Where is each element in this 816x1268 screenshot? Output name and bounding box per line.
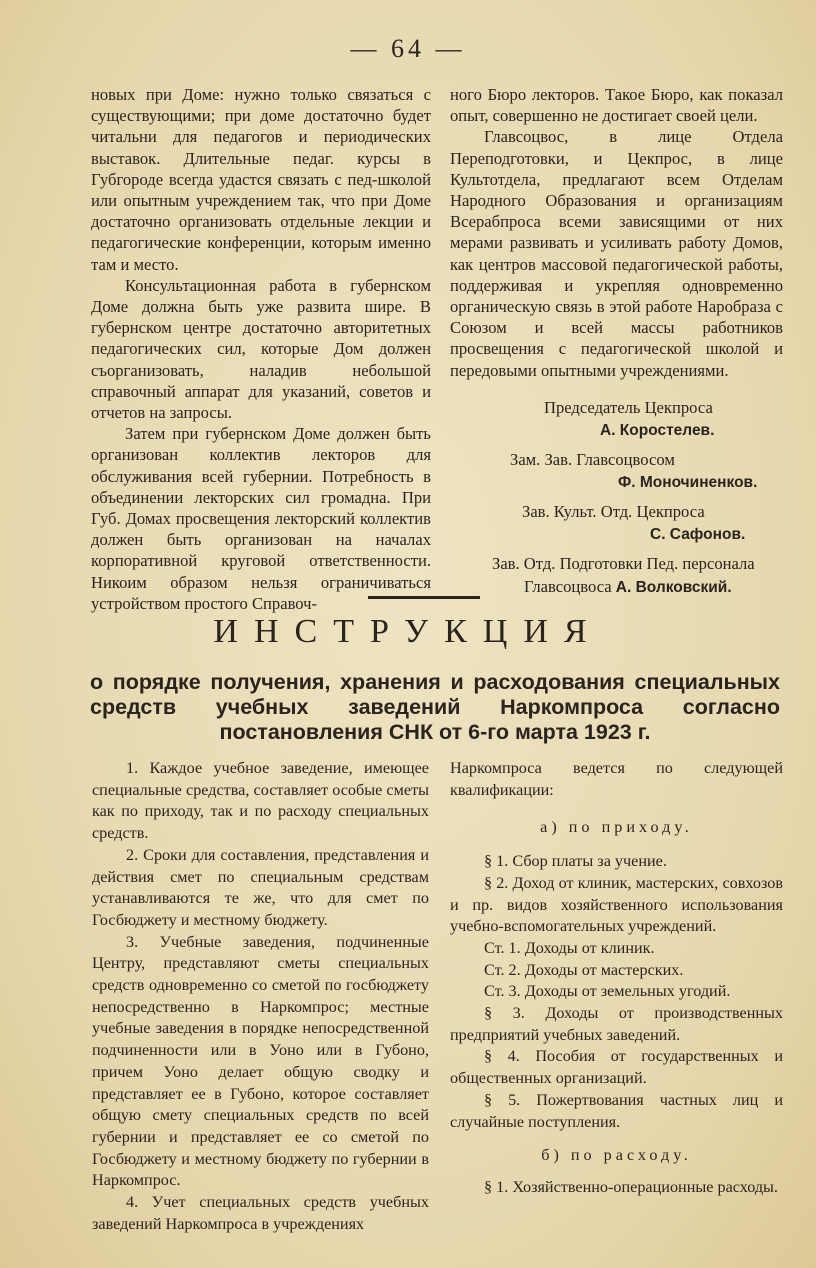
paragraph: 4. Учет специальных средств учебных заведений Наркомпроса в учреждениях — [92, 1193, 429, 1233]
list-item: § 1. Хозяйственно-операционные расходы. — [484, 1177, 778, 1196]
section-title: ИНСТРУКЦИЯ — [213, 613, 603, 650]
signature-role: Зам. Зав. Главсоцвосом — [510, 449, 675, 469]
section-subtitle: о порядке получения, хранения и расходования специальных средств учебных заведений Наркомпроса согласно постановления СНК от 6-го марта 1923 г. — [90, 670, 780, 744]
list-item: Ст. 2. Доходы от мастерских. — [484, 960, 684, 979]
page-number: — 64 — — [350, 34, 466, 63]
list-item: § 3. Доходы от производственных предприятий учебных заведений. — [450, 1004, 783, 1044]
list-item: Ст. 1. Доходы от клиник. — [484, 938, 655, 957]
paragraph: Затем при губернском Доме должен быть организован коллектив лекторов для обслуживания всей губернии. Потребность в объединении лекторских сил громадна. При Губ. Домах просвещения лекторский коллектив должен быть организован на началах корпоративной круговой ответственности. Никоим образом нельзя ограничиваться устройством простого Справоч- — [91, 424, 431, 613]
signature-name: А. Волковский. — [615, 578, 732, 596]
top-right-column — [450, 84, 783, 599]
income-heading: а) по приходу. — [540, 818, 693, 837]
list-item: § 5. Пожертвования частных лиц и случайные поступления. — [450, 1090, 783, 1131]
paragraph: Наркомпроса ведется по следующей квалификации: — [450, 759, 783, 799]
section-divider — [368, 596, 480, 599]
top-left-column — [91, 84, 431, 614]
signature-role: Главсоцвоса — [524, 576, 612, 596]
signature-role: Председатель Цекпроса — [544, 397, 713, 417]
paragraph: 2. Сроки для составления, представления и действия смет по специальным средствам устанавливаются те же, что для смет по Госбюджету и местному бюджету. — [92, 845, 429, 929]
signature-name: С. Сафонов. — [650, 525, 746, 543]
bottom-left-column — [92, 758, 429, 1235]
signature-role: Зав. Культ. Отд. Цекпроса — [522, 501, 705, 521]
list-item: § 4. Пособия от государственных и общественных организаций. — [450, 1047, 783, 1088]
signature-role: Зав. Отд. Подготовки Пед. персонала — [492, 553, 755, 573]
list-item: Ст. 3. Доходы от земельных угодий. — [484, 982, 731, 1001]
list-item: § 1. Сбор платы за учение. — [484, 852, 667, 871]
paragraph: новых при Доме: нужно только связаться с существующими; при доме достаточно будет читальни для педагогов и периодических выставок. Длительные педаг. курсы в Губгороде всегда удастся связать с пед-школой или опытным учреждением так, что при Доме достаточно организовать отдельные лекции и педагогические конференции, которым именно там и место. — [91, 85, 431, 274]
list-item: § 2. Доход от клиник, мастерских, совхозов и пр. видов хозяйственного использования учебно-вспомогательных учреждений. — [450, 873, 783, 936]
expense-heading: б) по расходу. — [541, 1146, 692, 1165]
paragraph: 3. Учебные заведения, подчиненные Центру, представляют сметы специальных средств одновременно со сметой по госбюджету непосредственно в Наркомпрос; местные учебные заведения в порядке непосредственной подчиненности или в Уоно или в Губоно, причем Уоно делает общую сводку и представляет ее в Губоно, которое составляет общую смету специальных средств по всей губернии и представляет ее со сметой по Госбюджету и местному бюджету по губернии в Наркомпрос. — [92, 932, 429, 1190]
signatures — [450, 396, 783, 599]
paragraph: Главсоцвос, в лице Отдела Переподготовки, и Цекпрос, в лице Культотдела, предлагают всем Отделам Народного Образования и организациям Всерабпроса всеми зависящими от них мерами развивать и усиливать работу Домов, как центров массовой педагогической работы, поддерживая и укрепляя одновременно органическую связь в этой работе Наробраза с Союзом и всей массы работников просвещения с педагогической школой и передовыми опытными учреждениями. — [450, 127, 783, 380]
signature-name: Ф. Моночиненков. — [618, 473, 758, 491]
bottom-right-column — [450, 758, 783, 1199]
paragraph: 1. Каждое учебное заведение, имеющее специальные средства, составляет особые сметы как по приходу, так и по расходу специальных средств. — [92, 759, 429, 843]
signature-name: А. Коростелев. — [600, 421, 715, 439]
paragraph: Консультационная работа в губернском Доме должна быть уже развита шире. В губернском центре достаточно авторитетных педагогических сил, которые Дом должен съорганизовать, наладив небольшой справочный аппарат для указаний, советов и отчетов на запросы. — [91, 275, 431, 423]
signature-line — [450, 575, 783, 599]
paragraph: ного Бюро лекторов. Такое Бюро, как показал опыт, совершенно не достигает своей цели. — [450, 85, 783, 126]
